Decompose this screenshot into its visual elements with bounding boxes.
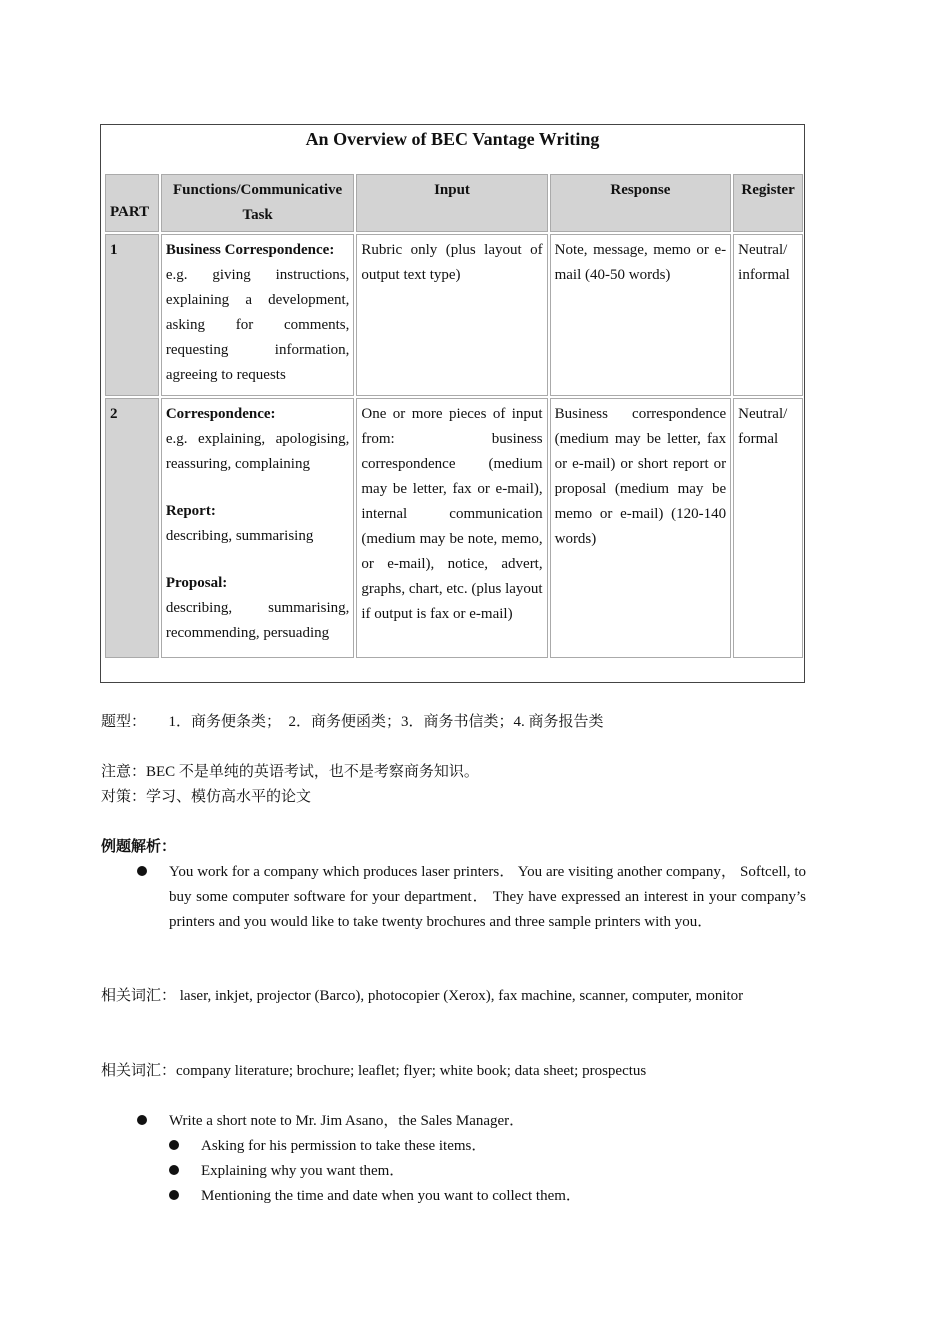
input-cell: One or more pieces of input from: business correspondence (medium may be letter, fax or e-mail), internal communication (medium may be note, memo, or e-mail), notice, advert, graphs, chart, etc. (plus layout if output is fax or e-mail) [356,398,547,658]
example-heading: 例题解析： [101,839,177,855]
functions-cell [161,398,355,658]
proposal-text: describing, summarising, recommending, persuading [165,600,350,641]
header-input: Input [356,174,547,232]
overview-table [103,172,805,660]
question-types-line: 题型： 1．商务便条类； 2．商务便函类；3．商务书信类；4. 商务报告类 [101,714,604,730]
sub-point: Explaining why you want them． [201,1163,405,1179]
part-cell: 2 [105,398,159,658]
bullet-icon [137,866,147,876]
vocabulary-list-1: 相关词汇： laser, inkjet, projector (Barco), photocopier (Xerox), fax machine, scanner, computer, monitor [101,988,744,1004]
register-cell: Neutral/ formal [733,398,803,658]
header-register: Register [733,174,803,232]
proposal-heading: Proposal: [165,575,228,591]
overview-table-frame [100,124,805,683]
bullet-icon [169,1165,179,1175]
functions-cell [161,234,355,396]
response-cell: Business correspondence (medium may be letter, fax or e-mail) or short report or proposal (medium may be memo or e-mail) (120-140 words) [550,398,732,658]
bullet-icon [169,1190,179,1200]
report-text: describing, summarising [165,528,314,544]
functions-text: e.g. giving instructions, explaining a development, asking for comments, requesting information, agreeing to requests [165,267,350,383]
task-paragraph: You work for a company which produces laser printers． You are visiting another company， Softcell, to buy some computer software for your department． They have expressed an interest in your company’s printers and you would like to take twenty brochures and three sample printers with you． [169,864,806,930]
vocabulary-list-2: 相关词汇：company literature; brochure; leaflet; flyer; white book; data sheet; prospectus [101,1063,647,1079]
table-title: An Overview of BEC Vantage Writing [305,129,600,149]
bullet-icon [169,1140,179,1150]
table-header-row [105,174,803,232]
correspondence-text: e.g. explaining, apologising, reassuring, complaining [165,431,350,472]
report-heading: Report: [165,503,216,519]
note-line: 注意：BEC 不是单纯的英语考试，也不是考察商务知识。 [101,764,479,780]
input-cell: Rubric only (plus layout of output text type) [356,234,547,396]
bullet-icon [137,1115,147,1125]
part-cell: 1 [105,234,159,396]
sub-point: Asking for his permission to take these items． [201,1138,487,1154]
table-row [105,398,803,658]
register-cell: Neutral/ informal [733,234,803,396]
response-cell: Note, message, memo or e-mail (40-50 words) [550,234,732,396]
sub-point: Mentioning the time and date when you want to collect them． [201,1188,581,1204]
correspondence-heading: Correspondence: [165,406,276,422]
header-functions: Functions/Communicative Task [161,174,355,232]
write-instruction: Write a short note to Mr. Jim Asano，the Sales Manager． [169,1113,525,1129]
functions-heading: Business Correspondence: [165,242,335,258]
table-row [105,234,803,396]
header-part: PART [105,174,159,232]
strategy-line: 对策：学习、模仿高水平的论文 [101,789,312,805]
header-response: Response [550,174,732,232]
